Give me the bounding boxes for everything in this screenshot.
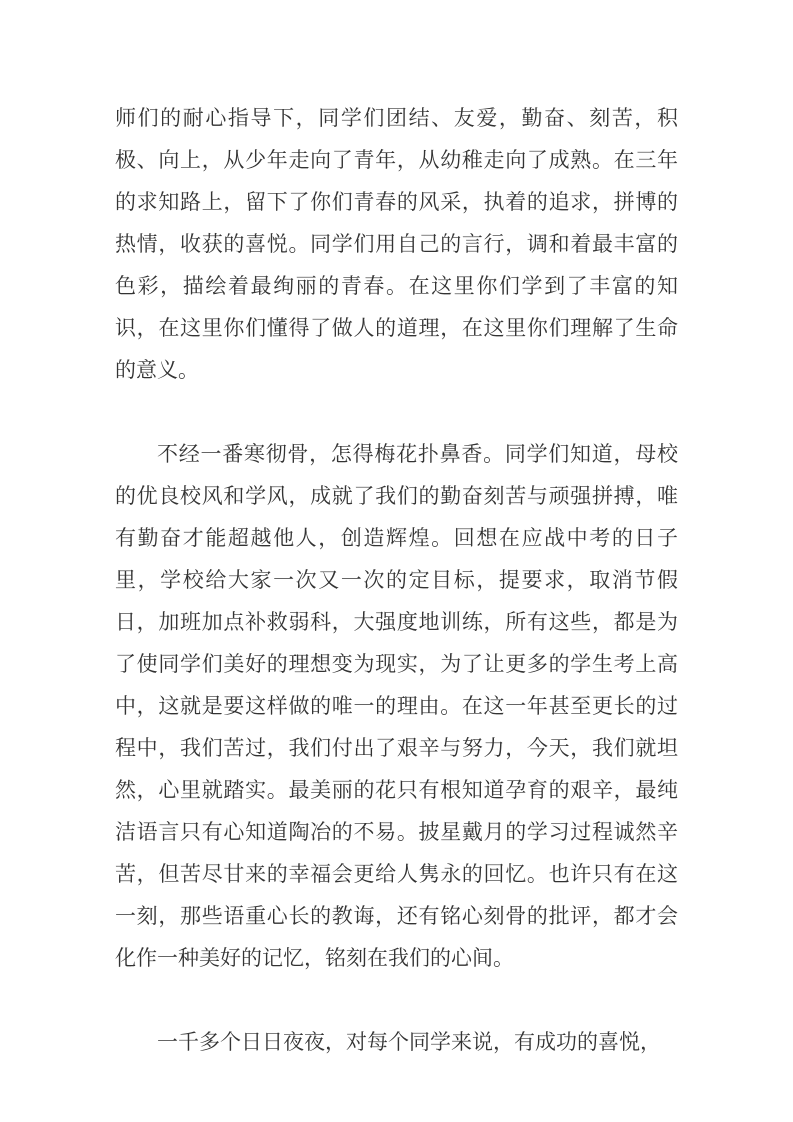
paragraph-2: 不经一番寒彻骨，怎得梅花扑鼻香。同学们知道，母校的优良校风和学风，成就了我们的勤奋刻苦与顽强拼搏，唯有勤奋才能超越他人，创造辉煌。回想在应战中考的日子里，学校给大家一次又一次的定目标，提要求，取消节假日，加班加点补救弱科，大强度地训练，所有这些，都是为了使同学们美好的理想变为现实，为了让更多的学生考上高中，这就是要这样做的唯一的理由。在这一年甚至更长的过程中，我们苦过，我们付出了艰辛与努力，今天，我们就坦然，心里就踏实。最美丽的花只有根知道孕育的艰辛，最纯洁语言只有心知道陶冶的不易。披星戴月的学习过程诚然辛苦，但苦尽甘来的幸福会更给人隽永的回忆。也许只有在这一刻，那些语重心长的教诲，还有铭心刻骨的批评，都才会化作一种美好的记忆，铭刻在我们的心间。 xyxy=(115,442,678,970)
document-text-block xyxy=(115,97,678,1105)
paragraph-3: 一千多个日日夜夜，对每个同学来说，有成功的喜悦， xyxy=(157,1030,661,1054)
paragraph-1: 师们的耐心指导下，同学们团结、友爱，勤奋、刻苦，积极、向上，从少年走向了青年，从幼稚走向了成熟。在三年的求知路上，留下了你们青春的风采，执着的追求，拼博的热情，收获的喜悦。同学们用自己的言行，调和着最丰富的色彩，描绘着最绚丽的青春。在这里你们学到了丰富的知识，在这里你们懂得了做人的道理，在这里你们理解了生命的意义。 xyxy=(115,106,678,382)
